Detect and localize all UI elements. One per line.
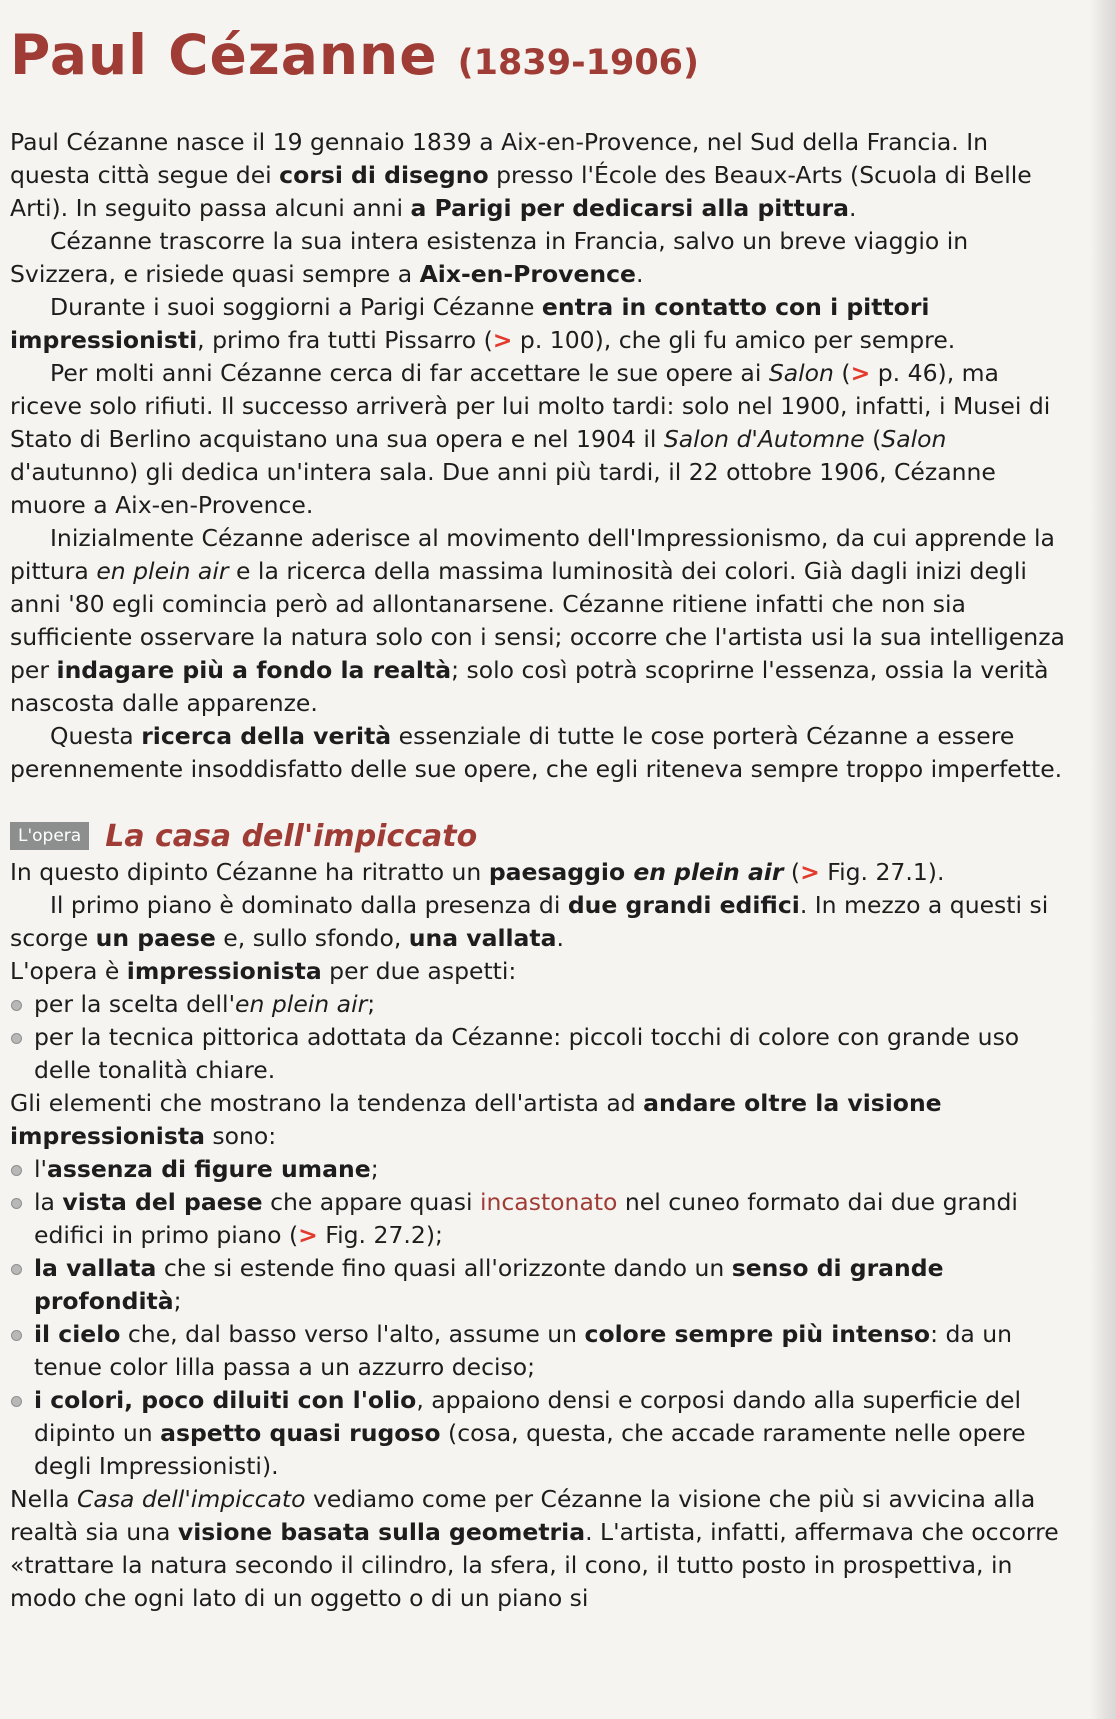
bullet-icon xyxy=(11,1033,22,1044)
list-item: l'assenza di figure umane; xyxy=(10,1153,1072,1186)
list-item: per la scelta dell'en plein air; xyxy=(10,988,1072,1021)
artwork-paragraph-5: Nella Casa dell'impiccato vediamo come per Cézanne la visione che più si avvicina alla realtà sia una visione basata sulla geometria. L'artista, infatti, affermava che occorre «trattare la natura secondo il cilindro, la sfera, il cono, il tutto posto in prospettiva, in modo che ogni lato di un oggetto o di un piano si xyxy=(10,1485,1059,1612)
page-edge-shadow xyxy=(1090,0,1116,1719)
list-item: i colori, poco diluiti con l'olio, appaiono densi e corposi dando alla superficie del dipinto un aspetto quasi rugoso (cosa, questa, che accade raramente nelle opere degli Impressionisti). xyxy=(10,1384,1072,1483)
bullet-icon xyxy=(11,1396,22,1407)
bullet-icon xyxy=(11,1198,22,1209)
artwork-paragraph-4: Gli elementi che mostrano la tendenza dell'artista ad andare oltre la visione impressionista sono: xyxy=(10,1089,942,1150)
artwork-title: La casa dell'impiccato xyxy=(105,818,478,854)
bullet-icon xyxy=(11,1330,22,1341)
page-title xyxy=(10,22,1072,96)
bullet-icon xyxy=(11,1165,22,1176)
artwork-paragraph-2: Il primo piano è dominato dalla presenza di due grandi edifici. In mezzo a questi si scorge un paese e, sullo sfondo, una vallata. xyxy=(10,891,1049,952)
impressionist-aspects-list xyxy=(10,988,1072,1087)
cross-reference-arrow: > xyxy=(850,359,871,387)
cross-reference-arrow: > xyxy=(800,858,820,886)
bio-paragraph-4: Per molti anni Cézanne cerca di far accettare le sue opere ai Salon (> p. 46), ma riceve solo rifiuti. Il successo arriverà per lui molto tardi: solo nel 1900, infatti, i Musei di Stato di Berlino acquistano una sua opera e nel 1904 il Salon d'Automne (Salon d'autunno) gli dedica un'intera sala. Due anni più tardi, il 22 ottobre 1906, Cézanne muore a Aix-en-Provence. xyxy=(10,359,1051,519)
list-item: il cielo che, dal basso verso l'alto, assume un colore sempre più intenso: da un tenue color lilla passa a un azzurro deciso; xyxy=(10,1318,1072,1384)
list-item: la vista del paese che appare quasi incastonato nel cuneo formato dai due grandi edifici in primo piano (> Fig. 27.2); xyxy=(10,1186,1072,1252)
artwork-paragraph-1: In questo dipinto Cézanne ha ritratto un paesaggio en plein air (> Fig. 27.1). xyxy=(10,858,945,886)
bullet-icon xyxy=(11,1000,22,1011)
bio-paragraph-3: Durante i suoi soggiorni a Parigi Cézanne entra in contatto con i pittori impressionisti, primo fra tutti Pissarro (> p. 100), che gli fu amico per sempre. xyxy=(10,293,956,354)
beyond-impressionism-list xyxy=(10,1153,1072,1483)
cross-reference-arrow: > xyxy=(298,1221,318,1249)
cross-reference-arrow: > xyxy=(492,326,513,354)
bio-paragraph-6: Questa ricerca della verità essenziale di tutte le cose porterà Cézanne a essere perennemente insoddisfatto delle sue opere, che egli riteneva sempre troppo imperfette. xyxy=(10,722,1063,783)
list-item: per la tecnica pittorica adottata da Cézanne: piccoli tocchi di colore con grande uso delle tonalità chiare. xyxy=(10,1021,1072,1087)
artist-dates: (1839-1906) xyxy=(457,43,700,83)
bio-paragraph-5: Inizialmente Cézanne aderisce al movimento dell'Impressionismo, da cui apprende la pittura en plein air e la ricerca della massima luminosità dei colori. Già dagli inizi degli anni '80 egli comincia però ad allontanarsene. Cézanne ritiene infatti che non sia sufficiente osservare la natura solo con i sensi; occorre che l'artista usi la sua intelligenza per indagare più a fondo la realtà; solo così potrà scoprirne l'essenza, ossia la verità nascosta dalle apparenze. xyxy=(10,524,1065,717)
artist-name: Paul Cézanne xyxy=(10,23,438,87)
artwork-section-header xyxy=(10,816,1072,856)
bullet-icon xyxy=(11,1264,22,1275)
bio-paragraph-2: Cézanne trascorre la sua intera esistenza in Francia, salvo un breve viaggio in Svizzera, e risiede quasi sempre a Aix-en-Provence. xyxy=(10,227,969,288)
page-content xyxy=(10,22,1072,1615)
artwork-paragraph-3: L'opera è impressionista per due aspetti: xyxy=(10,957,517,985)
list-item: la vallata che si estende fino quasi all'orizzonte dando un senso di grande profondità; xyxy=(10,1252,1072,1318)
section-tag: L'opera xyxy=(10,822,89,850)
bio-paragraph-1: Paul Cézanne nasce il 19 gennaio 1839 a Aix-en-Provence, nel Sud della Francia. In questa città segue dei corsi di disegno presso l'École des Beaux-Arts (Scuola di Belle Arti). In seguito passa alcuni anni a Parigi per dedicarsi alla pittura. xyxy=(10,128,1032,222)
